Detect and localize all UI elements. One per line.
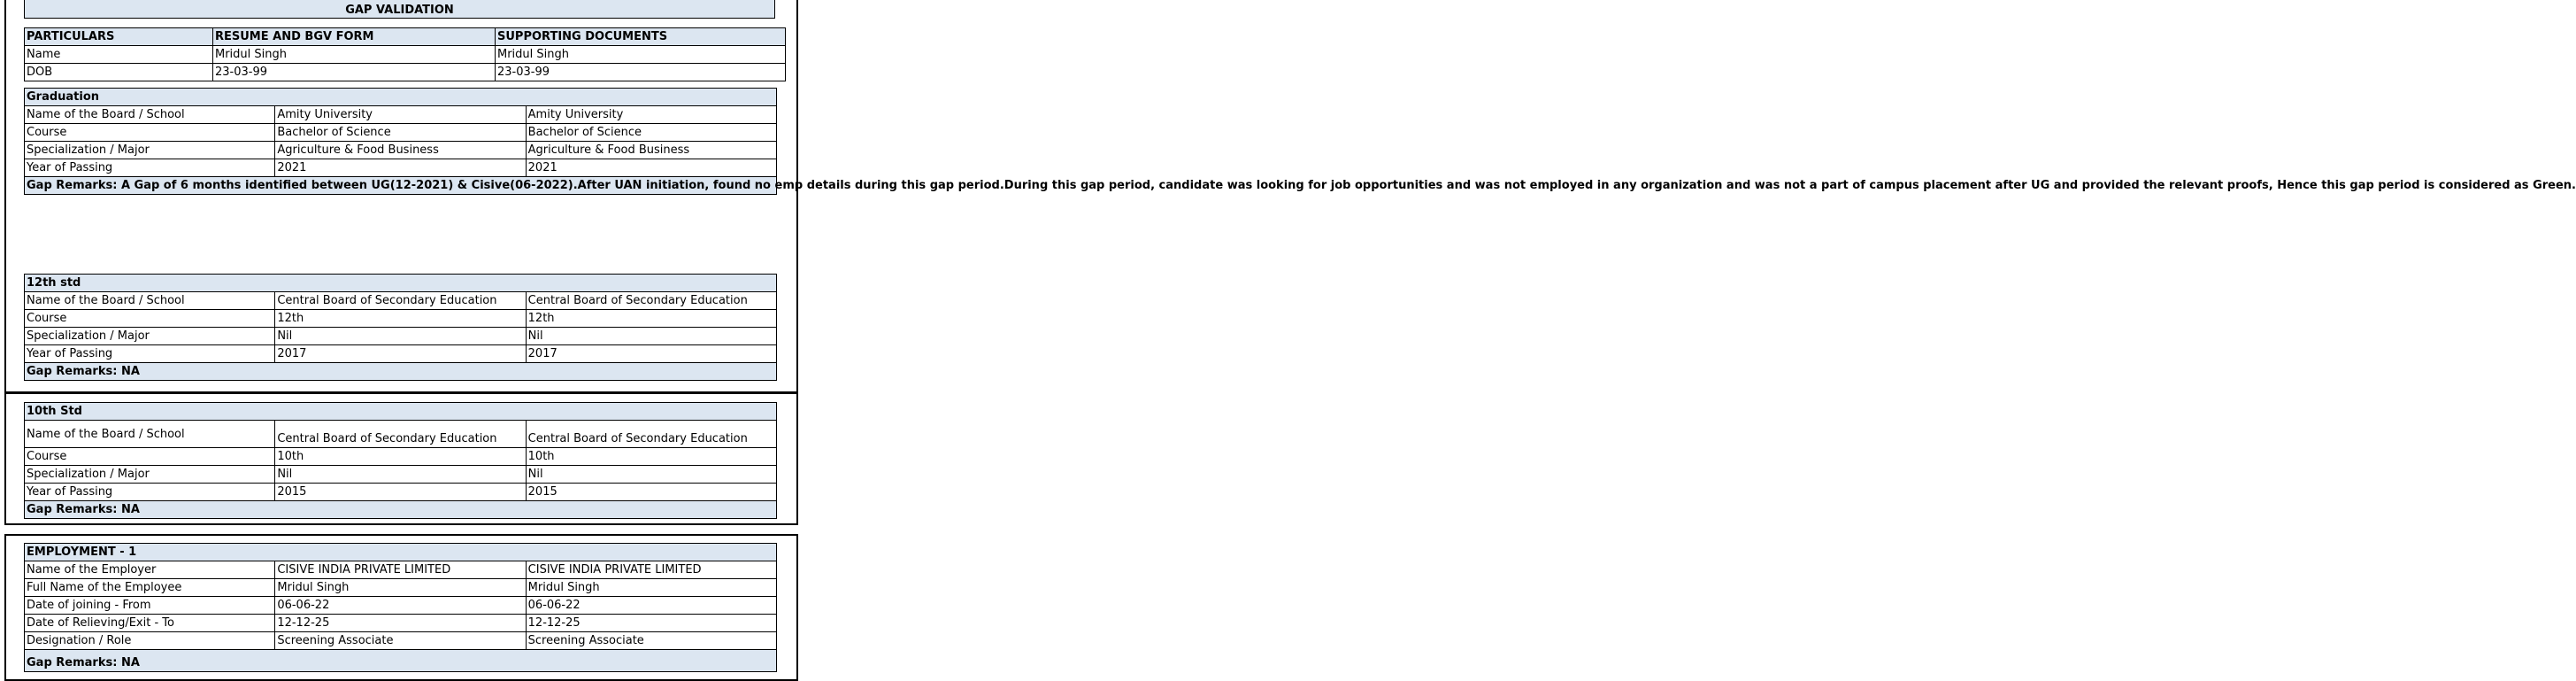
documents-value: 10th (526, 448, 776, 466)
row-label: Course (25, 124, 275, 142)
table-row (25, 124, 777, 142)
section-heading-row (25, 89, 777, 106)
twelfth-table (24, 274, 777, 381)
table-row (25, 292, 777, 310)
resume-value: Nil (275, 328, 526, 345)
row-label: Year of Passing (25, 159, 275, 177)
documents-value: Mridul Singh (526, 579, 776, 597)
table-row (25, 106, 777, 124)
resume-value: Nil (275, 466, 526, 484)
documents-value: CISIVE INDIA PRIVATE LIMITED (526, 561, 776, 579)
documents-value: Amity University (526, 106, 776, 124)
section-heading-row (25, 544, 777, 561)
column-header-row (25, 28, 786, 46)
section-heading: 10th Std (25, 403, 777, 421)
row-label: Date of joining - From (25, 597, 275, 615)
table-row (25, 345, 777, 363)
table-row (25, 64, 786, 81)
personal-table (24, 27, 786, 81)
section-heading: Graduation (25, 89, 777, 106)
gap-remarks-row (25, 501, 777, 519)
row-label: Year of Passing (25, 345, 275, 363)
table-row (25, 484, 777, 501)
section-heading: 12th std (25, 275, 777, 292)
page-title: GAP VALIDATION (24, 0, 775, 19)
documents-value: 2021 (526, 159, 776, 177)
documents-value: 23-03-99 (496, 64, 786, 81)
resume-value: 2015 (275, 484, 526, 501)
row-label: Specialization / Major (25, 142, 275, 159)
column-header-documents: SUPPORTING DOCUMENTS (496, 28, 786, 46)
documents-value: Nil (526, 328, 776, 345)
gap-remarks: Gap Remarks: NA (25, 650, 777, 672)
resume-value: 12th (275, 310, 526, 328)
row-label: Name of the Board / School (25, 106, 275, 124)
table-row (25, 579, 777, 597)
graduation-table (24, 88, 2576, 195)
table-row (25, 46, 786, 64)
row-label: Name (25, 46, 213, 64)
section-heading: EMPLOYMENT - 1 (25, 544, 777, 561)
gap-remarks-row (25, 177, 777, 195)
documents-value: Mridul Singh (496, 46, 786, 64)
row-label: DOB (25, 64, 213, 81)
resume-value: Mridul Singh (213, 46, 496, 64)
resume-value: 2017 (275, 345, 526, 363)
row-label: Specialization / Major (25, 466, 275, 484)
table-row (25, 448, 777, 466)
resume-value: 12-12-25 (275, 615, 526, 632)
row-label: Year of Passing (25, 484, 275, 501)
resume-value: 23-03-99 (213, 64, 496, 81)
row-label: Name of the Board / School (25, 292, 275, 310)
documents-value: Nil (526, 466, 776, 484)
table-row (25, 561, 777, 579)
table-row (25, 310, 777, 328)
resume-value: Central Board of Secondary Education (275, 292, 526, 310)
resume-value: Bachelor of Science (275, 124, 526, 142)
column-header-resume: RESUME AND BGV FORM (213, 28, 496, 46)
resume-value: 2021 (275, 159, 526, 177)
documents-value: 2017 (526, 345, 776, 363)
resume-value: 06-06-22 (275, 597, 526, 615)
section-heading-row (25, 403, 777, 421)
row-label: Designation / Role (25, 632, 275, 650)
resume-value: CISIVE INDIA PRIVATE LIMITED (275, 561, 526, 579)
documents-value: Screening Associate (526, 632, 776, 650)
documents-value: Agriculture & Food Business (526, 142, 776, 159)
table-row (25, 466, 777, 484)
employment-table (24, 543, 777, 672)
resume-value: Mridul Singh (275, 579, 526, 597)
row-label: Date of Relieving/Exit - To (25, 615, 275, 632)
resume-value: Amity University (275, 106, 526, 124)
section-heading-row (25, 275, 777, 292)
table-row (25, 421, 777, 448)
documents-value: 06-06-22 (526, 597, 776, 615)
gap-remarks: Gap Remarks: NA (25, 501, 777, 519)
documents-value: Bachelor of Science (526, 124, 776, 142)
resume-value: 10th (275, 448, 526, 466)
table-row (25, 328, 777, 345)
resume-value: Screening Associate (275, 632, 526, 650)
documents-value: 2015 (526, 484, 776, 501)
table-row (25, 615, 777, 632)
row-label: Course (25, 310, 275, 328)
documents-value: 12-12-25 (526, 615, 776, 632)
column-header-particulars: PARTICULARS (25, 28, 213, 46)
gap-remarks: Gap Remarks: A Gap of 6 months identified between UG(12-2021) & Cisive(06-2022).After UAN initiation, found no emp details during this gap period.During this gap period, candidate was looking for job opportunities and was not employed in any organization and was not a part of campus placement after UG and provided the relevant proofs, Hence this gap period is considered as Green. (25, 177, 777, 195)
table-row (25, 142, 777, 159)
documents-value: Central Board of Secondary Education (526, 421, 776, 448)
table-row (25, 597, 777, 615)
gap-remarks-row (25, 650, 777, 672)
tenth-table (24, 402, 777, 519)
row-label: Name of the Board / School (25, 421, 275, 448)
row-label: Name of the Employer (25, 561, 275, 579)
row-label: Specialization / Major (25, 328, 275, 345)
resume-value: Agriculture & Food Business (275, 142, 526, 159)
gap-remarks: Gap Remarks: NA (25, 363, 777, 381)
row-label: Course (25, 448, 275, 466)
resume-value: Central Board of Secondary Education (275, 421, 526, 448)
table-row (25, 632, 777, 650)
row-label: Full Name of the Employee (25, 579, 275, 597)
documents-value: Central Board of Secondary Education (526, 292, 776, 310)
gap-remarks-row (25, 363, 777, 381)
documents-value: 12th (526, 310, 776, 328)
table-row (25, 159, 777, 177)
